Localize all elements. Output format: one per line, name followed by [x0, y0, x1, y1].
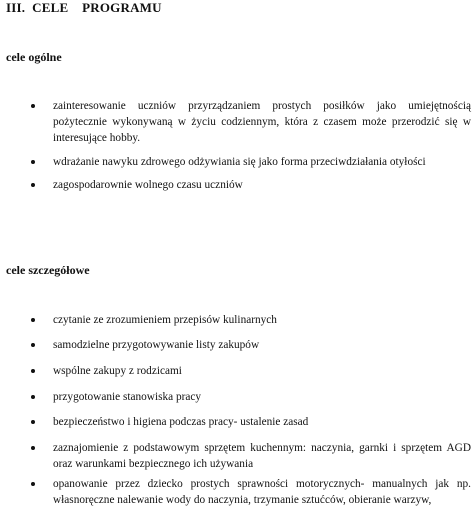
page-heading: III. CELE PROGRAMU: [6, 0, 162, 15]
bullet-icon: [31, 104, 35, 108]
list-item-text: zainteresowanie uczniów przyrządzaniem prostych posiłków jako umiejętnością pożytecznie wykonywaną w życiu codziennym, która z czasem może przerodzić się w interesujące hobby.: [53, 100, 471, 144]
list-item-text: zaznajomienie z podstawowym sprzętem kuchennym: naczynia, garnki i sprzętem AGD oraz warunkami bezpiecznego ich używania: [53, 442, 471, 470]
list-item-text: bezpieczeństwo i higiena podczas pracy- ustalenie zasad: [53, 416, 309, 428]
bullet-icon: [31, 369, 35, 373]
bullet-icon: [31, 420, 35, 424]
bullet-icon: [31, 482, 35, 486]
bullet-icon: [31, 318, 35, 322]
bullet-icon: [31, 343, 35, 347]
list-item-text: wspólne zakupy z rodzicami: [53, 365, 182, 377]
list-item-text: czytanie ze zrozumieniem przepisów kulinarnych: [53, 314, 277, 326]
bullet-icon: [31, 160, 35, 164]
list-item-text: opanowanie przez dziecko prostych sprawności motorycznych- manualnych jak np. własnoręczne nalewanie wody do naczynia, trzymanie sztućców, obieranie warzyw,: [53, 478, 471, 506]
bullet-icon: [31, 446, 35, 450]
section-heading-specific: cele szczegółowe: [6, 263, 90, 277]
bullet-icon: [31, 395, 35, 399]
list-item-text: samodzielne przygotowywanie listy zakupów: [53, 339, 260, 351]
list-item-text: wdrażanie nawyku zdrowego odżywiania się jako forma przeciwdziałania otyłości: [53, 156, 426, 168]
list-item-text: przygotowanie stanowiska pracy: [53, 391, 202, 403]
list-item-text: zagospodarownie wolnego czasu uczniów: [53, 179, 243, 191]
bullet-icon: [31, 183, 35, 187]
section-heading-general: cele ogólne: [6, 50, 62, 64]
